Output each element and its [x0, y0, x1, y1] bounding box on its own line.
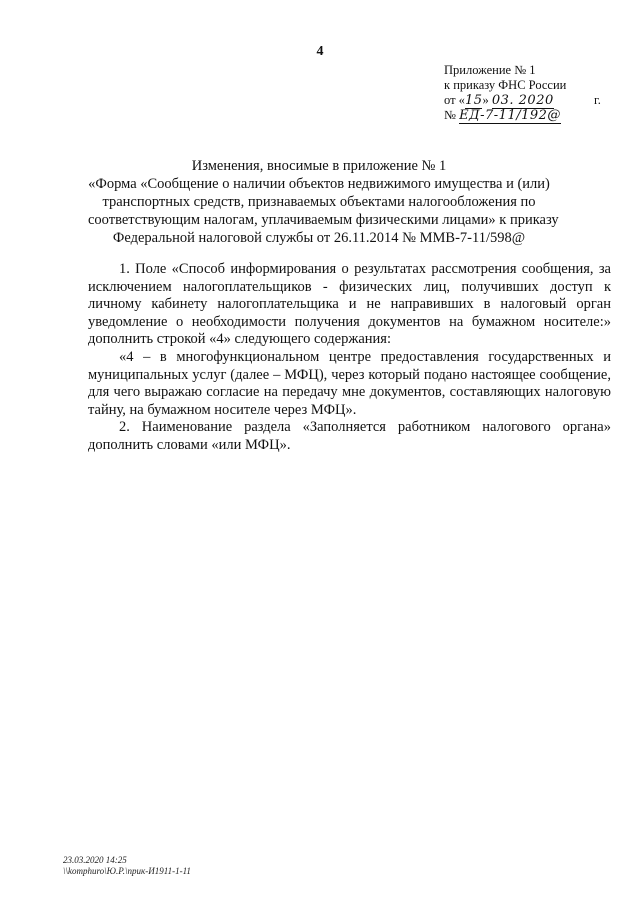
date-mid: »: [482, 93, 489, 107]
date-prefix: от «: [444, 93, 465, 107]
appendix-title: Приложение № 1: [444, 63, 536, 77]
appendix-order-ref: к приказу ФНС России: [444, 78, 567, 92]
date-suffix: г.: [594, 93, 601, 107]
appendix-date-row: [444, 93, 624, 108]
number-prefix: №: [444, 108, 456, 122]
paragraph-quote-4: «4 – в многофункциональном центре предоставления государственных и муниципальных услуг (далее – МФЦ), через который подано настоящее сообщение, для чего выражаю согласие на передачу мне документов, составляющих налоговую тайну, на бумажном носителе через МФЦ».: [88, 348, 611, 418]
date-day: 15: [464, 93, 483, 108]
footer-file-path: \\komphuro\Ю.Р.\прик-И1911-1-11: [63, 866, 191, 876]
heading-line: Федеральной налоговой службы от 26.11.2014 № ММВ-7-11/598@: [112, 230, 526, 246]
heading-line: «Форма «Сообщение о наличии объектов недвижимого имущества и (или): [88, 176, 550, 192]
heading-line: соответствующим налогам, уплачиваемым физическими лицами» к приказу: [88, 212, 559, 228]
document-footer: [63, 855, 191, 877]
document-heading: [88, 157, 559, 247]
paragraph-item-1: 1. Поле «Способ информирования о результатах рассмотрения сообщения, за исключением налогоплательщиков - физических лиц, получивших доступ к личному кабинету налогоплательщика и не направивших в налоговый орган уведомление о необходимости получения документов на бумажном носителе:» дополнить строкой «4» следующего содержания:: [88, 261, 611, 348]
appendix-number-row: [444, 108, 624, 123]
date-rest: 03. 2020: [491, 93, 554, 108]
document-body: [88, 261, 611, 455]
order-number: ЕД-7-11/192@: [459, 108, 561, 123]
heading-line: Изменения, вносимые в приложение № 1: [191, 158, 447, 174]
paragraph-item-2: 2. Наименование раздела «Заполняется работником налогового органа» дополнить словами «или МФЦ».: [88, 419, 611, 453]
page-number: 4: [316, 44, 324, 59]
heading-line: транспортных средств, признаваемых объектами налогообложения по: [102, 194, 536, 210]
footer-timestamp: 23.03.2020 14:25: [63, 855, 127, 865]
appendix-block: [444, 63, 624, 123]
